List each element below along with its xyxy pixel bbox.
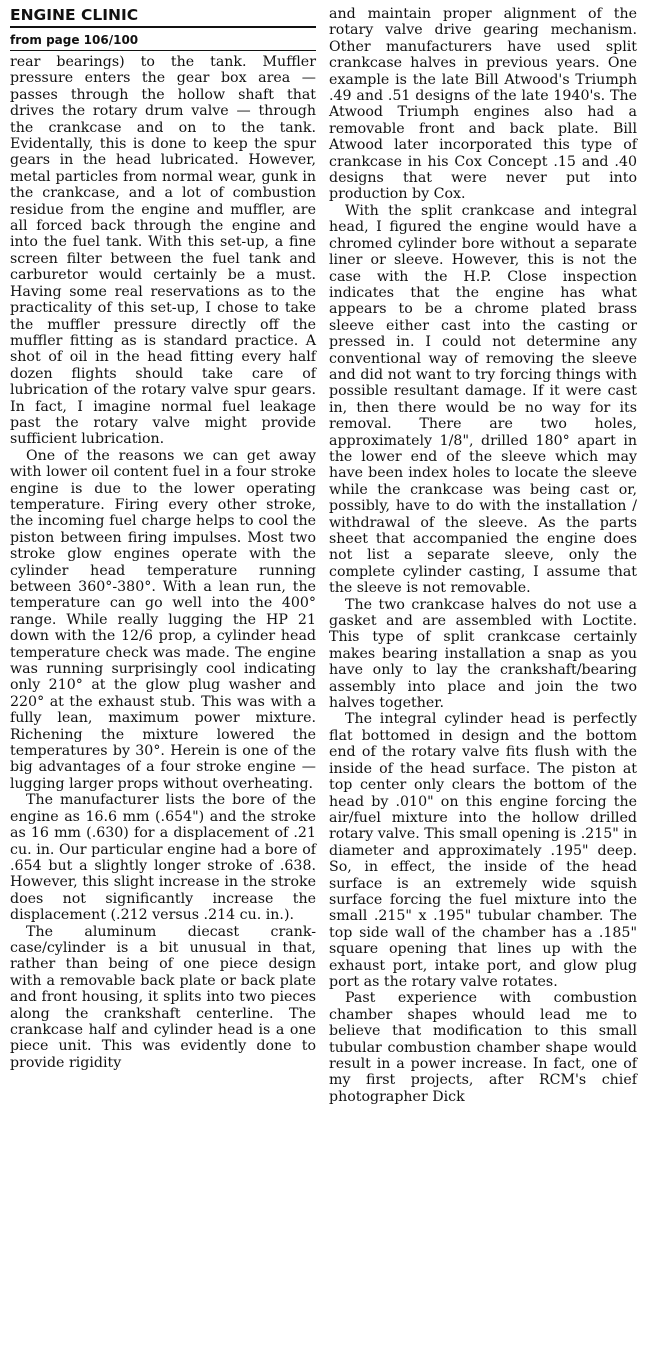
article-paragraph: The manufacturer lists the bore of the engine as 16.6 mm (.654") and the stroke as 16 mm (.630) for a displacement of .21 cu. in. Our particular engine had a bore of .654 but a slightly longer stroke of .638. However, this slight increase in the stroke does not significantly increase the displacement (.212 versus .214 cu. in.).: [10, 792, 316, 924]
article-paragraph: Past experience with combustion chamber shapes whould lead me to believe that modification to this small tubular combustion chamber shape would result in a power increase. In fact, one of my first projects, after RCM's chief photographer Dick: [329, 990, 637, 1105]
article-paragraph: The aluminum diecast crank-case/cylinder is a bit unusual in that, rather than being of one piece design with a removable back plate or back plate and front housing, it splits into two pieces along the crankshaft centerline. The crankcase half and cylinder head is a one piece unit. This was evidently done to provide rigidity: [10, 923, 316, 1071]
continued-from-line: from page 106/100: [10, 32, 316, 51]
article-paragraph: The two crankcase halves do not use a gasket and are assembled with Loctite. This type of split crankcase certainly makes bearing installation a snap as you have only to lay the crankshaft/bearing assembly into place and join the two halves together.: [329, 596, 637, 712]
left-column-text: [10, 54, 316, 1071]
right-column: [329, 6, 637, 1105]
article-paragraph: rear bearings) to the tank. Muffler pressure enters the gear box area — passes through the hollow shaft that drives the rotary drum valve — through the crankcase and on to the tank. Evidentally, this is done to keep the spur gears in the head lubricated. However, metal particles from normal wear, gunk in the crankcase, and a lot of combustion residue from the engine and muffler, are all forced back through the engine and into the fuel tank. With this set-up, a fine screen filter between the fuel tank and carburetor would certainly be a must. Having some real reservations as to the practicality of this set-up, I chose to take the muffler pressure directly off the muffler fitting as is standard practice. A shot of oil in the head fitting every half dozen flights should take care of lubrication of the rotary valve spur gears. In fact, I imagine normal fuel leakage past the rotary valve might provide sufficient lubrication.: [10, 54, 316, 448]
left-column: [10, 6, 316, 1071]
right-column-text: [329, 6, 637, 1105]
article-paragraph: The integral cylinder head is perfectly flat bottomed in design and the bottom end of the rotary valve fits flush with the inside of the head surface. The piston at top center only clears the bottom of the head by .010" on this engine forcing the air/fuel mixture into the hollow drilled rotary valve. This small opening is .215" in diameter and approximately .195" deep. So, in effect, the inside of the head surface is an extremely wide squish surface forcing the fuel mixture into the small .215" x .195" tubular chamber. The top side wall of the chamber has a .185" square opening that lines up with the exhaust port, intake port, and glow plug port as the rotary valve rotates.: [329, 711, 637, 990]
article-paragraph: and maintain proper alignment of the rotary valve drive gearing mechanism. Other manufacturers have used split crankcase halves in previous years. One example is the late Bill Atwood's Triumph .49 and .51 designs of the late 1940's. The Atwood Triumph engines also had a removable front and back plate. Bill Atwood later incorporated this type of crankcase in his Cox Concept .15 and .40 designs that were never put into production by Cox.: [329, 6, 637, 203]
article-paragraph: With the split crankcase and integral head, I figured the engine would have a chromed cylinder bore without a separate liner or sleeve. However, this is not the case with the H.P. Close inspection indicates that the engine has what appears to be a chrome plated brass sleeve either cast into the casting or pressed in. I could not determine any conventional way of removing the sleeve and did not want to try forcing things with possible resultant damage. If it were cast in, then there would be no way for its removal. There are two holes, approximately 1/8", drilled 180° apart in the lower end of the sleeve which may have been index holes to locate the sleeve while the crankcase was being cast or, possibly, have to do with the installation / withdrawal of the sleeve. As the parts sheet that accompanied the engine does not list a separate sleeve, only the complete cylinder casting, I assume that the sleeve is not removable.: [329, 202, 637, 597]
section-title: ENGINE CLINIC: [10, 6, 316, 28]
article-paragraph: One of the reasons we can get away with lower oil content fuel in a four stroke engine is due to the lower operating temperature. Firing every other stroke, the incoming fuel charge helps to cool the piston between firing impulses. Most two stroke glow engines operate with the cylinder head temperature running between 360°-380°. With a lean run, the temperature can go well into the 400° range. While really lugging the HP 21 down with the 12/6 prop, a cylinder head temperature check was made. The engine was running surprisingly cool indicating only 210° at the glow plug washer and 220° at the exhaust stub. This was with a fully lean, maximum power mixture. Richening the mixture lowered the temperatures by 30°. Herein is one of the big advantages of a four stroke engine — lugging larger props without overheating.: [10, 447, 316, 792]
